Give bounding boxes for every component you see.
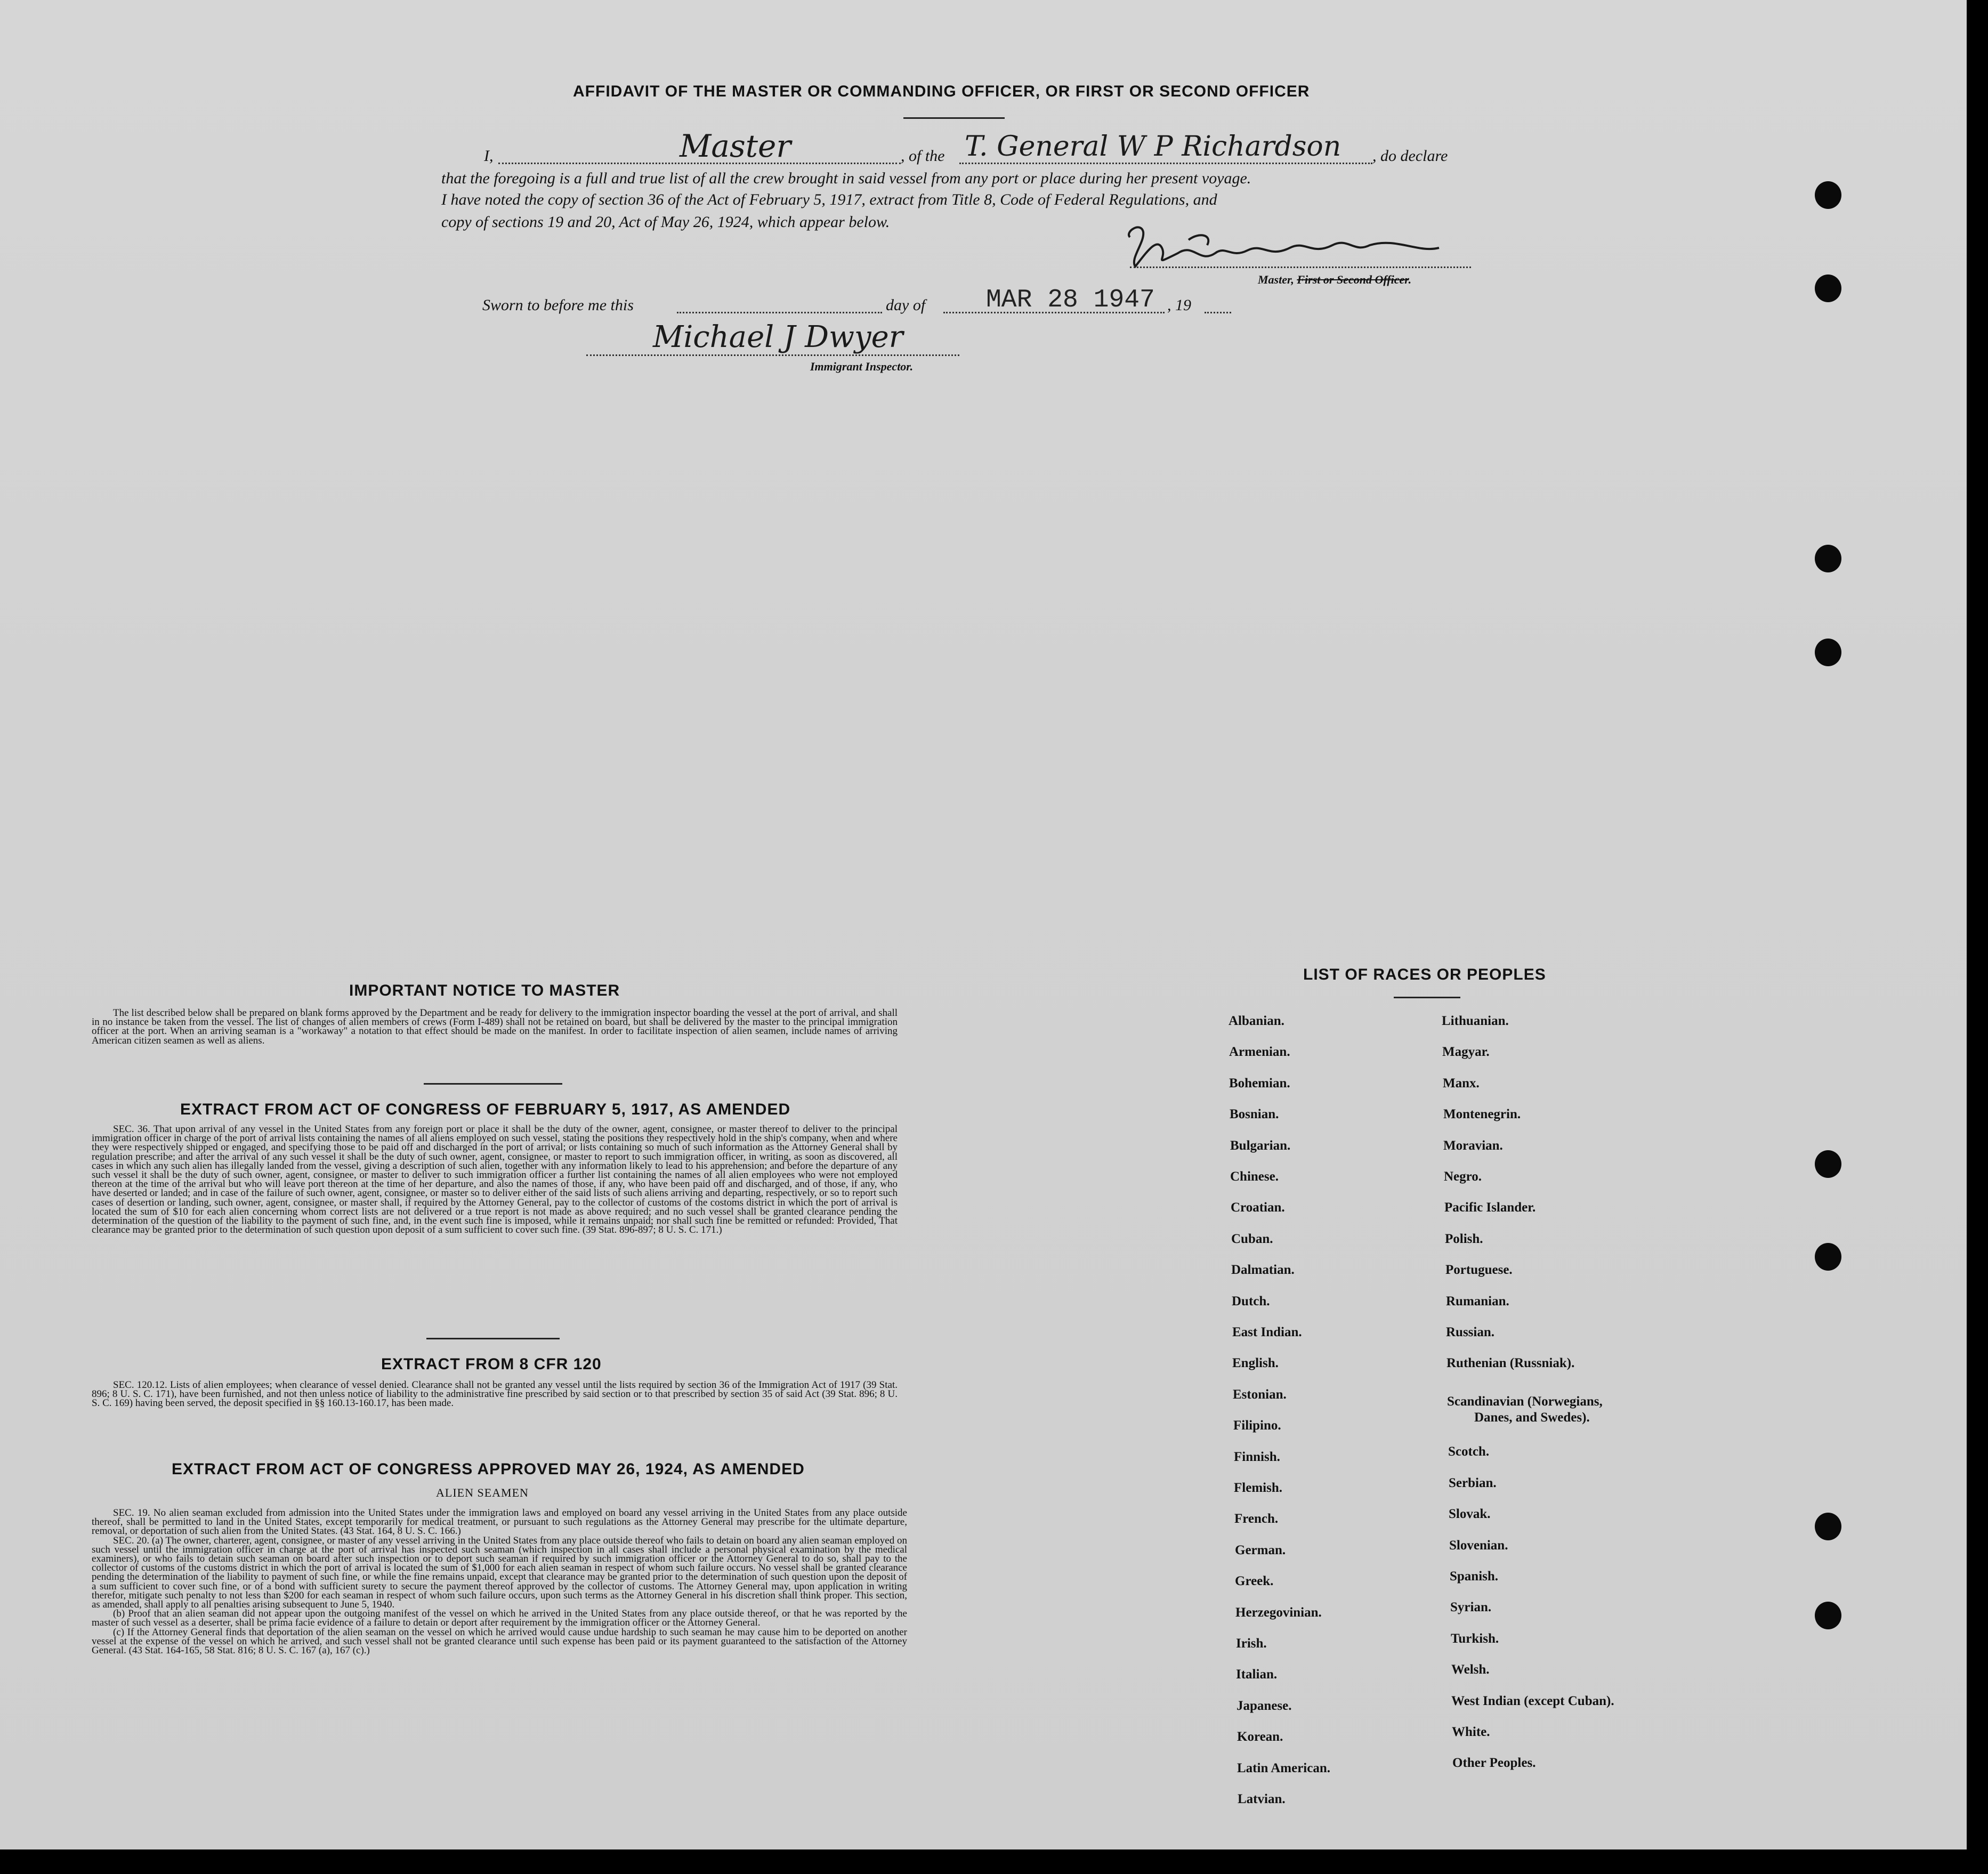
affidavit-line3: I have noted the copy of section 36 of the Act of February 5, 1917, extract from Title 8, Code of Federal Regulations, and bbox=[441, 191, 1217, 208]
divider bbox=[424, 1083, 562, 1085]
races-title: LIST OF RACES OR PEOPLES bbox=[1303, 966, 1546, 983]
race-entry: Latin American. bbox=[1237, 1761, 1330, 1775]
race-entry: Montenegrin. bbox=[1443, 1107, 1521, 1121]
race-entry: Syrian. bbox=[1450, 1600, 1492, 1614]
race-entry: Negro. bbox=[1444, 1169, 1482, 1184]
race-entry: Turkish. bbox=[1451, 1631, 1499, 1646]
handwritten-rank: Master bbox=[680, 128, 791, 164]
race-entry: Portuguese. bbox=[1445, 1263, 1513, 1277]
punch-hole bbox=[1815, 545, 1841, 572]
punch-hole bbox=[1815, 181, 1841, 209]
divider bbox=[903, 117, 1005, 119]
race-entry: White. bbox=[1452, 1725, 1490, 1739]
handwritten-inspector-signature: Michael J Dwyer bbox=[653, 320, 903, 354]
race-entry: Italian. bbox=[1236, 1667, 1278, 1682]
race-entry: Dalmatian. bbox=[1231, 1263, 1295, 1277]
race-entry: Croatian. bbox=[1231, 1200, 1285, 1215]
race-entry: Slovenian. bbox=[1449, 1538, 1508, 1553]
race-entry: German. bbox=[1235, 1543, 1286, 1557]
race-entry: Dutch. bbox=[1232, 1294, 1270, 1308]
race-entry: Flemish. bbox=[1234, 1481, 1282, 1495]
affidavit-of-the: , of the bbox=[901, 147, 945, 165]
alien-seamen-subtitle: ALIEN SEAMEN bbox=[436, 1486, 529, 1499]
punch-hole bbox=[1815, 1513, 1841, 1540]
race-entry: Herzegovinian. bbox=[1235, 1605, 1322, 1620]
scan-border-right bbox=[1967, 0, 1988, 1874]
punch-hole bbox=[1815, 639, 1841, 666]
inspector-caption: Immigrant Inspector. bbox=[810, 360, 914, 373]
day-of-label: day of bbox=[886, 296, 926, 314]
affidavit-declare: , do declare bbox=[1372, 147, 1448, 165]
race-entry: West Indian (except Cuban). bbox=[1451, 1694, 1614, 1708]
race-entry: Cuban. bbox=[1231, 1232, 1273, 1246]
race-entry: Armenian. bbox=[1229, 1045, 1290, 1059]
cfr-text: SEC. 120.12. Lists of alien employees; when clearance of vessel denied. Clearance shall not be granted any vessel until the lists required by section 36 of the Immigration Act of 1917 (39 Stat. 896; 8 U. S. C. 171), have been furnished, and not then unless notice of liability to the administrative fine prescribed by said section or to that prescribed by section 35 of said Act (39 Stat. 896; 8 U. S. C. 169) having been served, the deposit specified in §§ 160.13-160.17, has been made. bbox=[92, 1379, 898, 1409]
extract-1917-title: EXTRACT FROM ACT OF CONGRESS OF FEBRUARY 5, 1917, AS AMENDED bbox=[180, 1101, 791, 1118]
race-entry: Moravian. bbox=[1443, 1138, 1503, 1153]
race-entry: Magyar. bbox=[1442, 1045, 1490, 1059]
extract-1917-text: SEC. 36. That upon arrival of any vessel in the United States from any foreign port or place it shall be the duty of the owner, agent, consignee, or master thereof to deliver to the principal immigration officer in charge of the port of arrival lists containing the names of all aliens employed on such vessel, stating the positions they respectively hold in the ship's company, when and where they were respectively shipped or engaged, and specifying those to be paid off and discharged in the port of arrival; or lists containing so much of such information as the Attorney General shall by regulation prescribe; and after the arrival of any such vessel it shall be the duty of such owner, agent, consignee, or master to report to such immigration officer, in writing, as soon as discovered, all cases in which any such alien has illegally landed from the vessel, giving a description of such alien, together with any information likely to lead to his apprehension; and before the departure of any such vessel it shall be the duty of such owner, agent, consignee, or master to deliver to such immigration officer a further list containing the names of all alien employees who were not employed thereon at the time of the arrival but who will leave port thereon at the time of her departure, and also the names of those, if any, who have been paid off and discharged, and of those, if any, who have deserted or landed; and in case of the failure of such owner, agent, consignee, or master so to deliver either of the said lists of such aliens arriving and departing, respectively, or so to report such cases of desertion or landing, such owner, agent, consignee, or master shall, if required by the Attorney General, pay to the collector of customs of the costoms district in which the port of arrival is located the sum of $10 for each alien concerning whom correct lists are not delivered or a true report is not made as above required; and no such vessel shall be granted clearance pending the determination of the question of the liability to the payment of such fine, and, in the event such fine is imposed, while it remains unpaid; nor shall such fine be remitted or refunded: Provided, That clearance may be granted prior to the determination of such question upon deposit of a sum sufficient to cover such fine. (39 Stat. 896-897; 8 U. S. C. 171.) bbox=[92, 1124, 898, 1236]
year-line bbox=[1205, 312, 1231, 313]
race-entry: Polish. bbox=[1445, 1232, 1483, 1246]
affidavit-title: AFFIDAVIT OF THE MASTER OR COMMANDING OFFICER, OR FIRST OR SECOND OFFICER bbox=[573, 83, 1310, 100]
race-entry: Bosnian. bbox=[1230, 1107, 1279, 1121]
race-entry: Japanese. bbox=[1237, 1699, 1292, 1713]
race-entry: French. bbox=[1234, 1512, 1279, 1526]
divider bbox=[426, 1338, 560, 1339]
notice-text: The list described below shall be prepared on blank forms approved by the Department and be ready for delivery to the immigration inspector boarding the vessel at the port of arrival, and shall in no instance be taken from the vessel. The list of changes of alien members of crews (Form I-489) shall not be retained on board, but shall be delivered by the master to the principal immigration officer at the port. When an arriving seaman is a "workaway" a notation to that effect should be made on the manifest. In order to facilitate inspection of alien seamen, include names of arriving American citizen seamen as well as aliens. bbox=[92, 1007, 898, 1046]
race-entry: East Indian. bbox=[1232, 1325, 1302, 1339]
race-entry: Korean. bbox=[1237, 1730, 1283, 1744]
year-prefix: , 19 bbox=[1167, 296, 1191, 314]
date-stamp: MAR 28 1947 bbox=[986, 286, 1155, 314]
race-entry: Danes, and Swedes). bbox=[1474, 1410, 1590, 1425]
race-entry: Serbian. bbox=[1449, 1476, 1497, 1490]
race-entry: Manx. bbox=[1443, 1076, 1480, 1091]
race-entry: Finnish. bbox=[1234, 1450, 1280, 1464]
punch-hole bbox=[1815, 274, 1841, 302]
race-entry: Greek. bbox=[1235, 1574, 1274, 1588]
race-entry: Scotch. bbox=[1448, 1444, 1490, 1459]
punch-hole bbox=[1815, 1150, 1841, 1178]
race-entry: Scandinavian (Norwegians, bbox=[1447, 1394, 1603, 1409]
race-entry: Bohemian. bbox=[1229, 1076, 1290, 1091]
race-entry: English. bbox=[1232, 1356, 1279, 1370]
scan-border-bottom bbox=[0, 1849, 1988, 1874]
sworn-day-line bbox=[677, 312, 882, 313]
race-entry: Filipino. bbox=[1233, 1418, 1281, 1433]
race-entry: Pacific Islander. bbox=[1444, 1200, 1536, 1215]
race-entry: Lithuanian. bbox=[1442, 1014, 1509, 1028]
affidavit-line2: that the foregoing is a full and true list of all the crew brought in said vessel from any port or place during her present voyage. bbox=[441, 169, 1251, 187]
handwritten-vessel: T. General W P Richardson bbox=[965, 131, 1342, 163]
affidavit-line4: copy of sections 19 and 20, Act of May 26, 1924, which appear below. bbox=[441, 213, 890, 231]
sec-19: SEC. 19. No alien seaman excluded from admission into the United States under the immigration laws and employed on board any vessel arriving in the United States from any place outside thereof, shall be permitted to land in the United States, except temporarily for medical treatment, or pursuant to such regulations as the Attorney General may prescribe for the ultimate departure, removal, or deportation of such alien from the United States. (43 Stat. 164, 8 U. S. C. 166.) bbox=[92, 1507, 907, 1537]
affidavit-i: I, bbox=[484, 147, 494, 165]
notice-title: IMPORTANT NOTICE TO MASTER bbox=[349, 982, 620, 999]
race-entry: Latvian. bbox=[1238, 1792, 1286, 1806]
vessel-field-line bbox=[959, 163, 1372, 164]
race-entry: Estonian. bbox=[1233, 1387, 1287, 1402]
punch-hole bbox=[1815, 1243, 1841, 1271]
sworn-label: Sworn to before me this bbox=[482, 296, 634, 314]
cfr-title: EXTRACT FROM 8 CFR 120 bbox=[381, 1355, 602, 1373]
inspector-line bbox=[586, 354, 959, 356]
sec-20c: (c) If the Attorney General finds that deportation of the alien seaman on the vessel on which he arrived would cause undue hardship to such seaman he may cause him to be deported on another vessel at the expense of the vessel on which he arrived, and such vessel shall not be granted clearance until such expense has been paid or its payment guaranteed to the satisfaction of the Attorney General. (43 Stat. 164-165, 58 Stat. 816; 8 U. S. C. 167 (a), 167 (c).) bbox=[92, 1626, 907, 1657]
punch-hole bbox=[1815, 1602, 1841, 1629]
race-entry: Chinese. bbox=[1230, 1169, 1279, 1184]
extract-1924-title: EXTRACT FROM ACT OF CONGRESS APPROVED MAY 26, 1924, AS AMENDED bbox=[172, 1460, 805, 1478]
race-entry: Albanian. bbox=[1229, 1014, 1284, 1028]
signature-line bbox=[1130, 266, 1471, 268]
race-entry: Spanish. bbox=[1450, 1569, 1499, 1584]
race-entry: Russian. bbox=[1446, 1325, 1495, 1339]
race-entry: Irish. bbox=[1236, 1636, 1267, 1651]
extract-1924-text bbox=[92, 1508, 907, 1655]
race-entry: Other Peoples. bbox=[1452, 1756, 1536, 1770]
master-caption: Master, First or Second Officer. bbox=[1258, 273, 1412, 286]
race-entry: Slovak. bbox=[1449, 1507, 1491, 1521]
race-entry: Welsh. bbox=[1451, 1662, 1490, 1677]
sec-20a: SEC. 20. (a) The owner, charterer, agent, consignee, or master of any vessel arriving in the United States from any place outside thereof who fails to detain on board any alien seaman employed on such vessel until the immigration officer in charge at the port of arrival has inspected such seaman (which inspection in all cases shall include a personal physical examination by the medical examiners), or who fails to detain such seaman on board after such inspection or to deport such seaman if required by such immigration officer or the Attorney General to do so, shall pay to the collector of customs of the customs district in which the port of arrival is located the sum of $1,000 for each alien seaman in respect of whom such failure occurs. No vessel shall be granted clearance pending the determination of the liability to payment of such fine, or while the fine remains unpaid, except that clearance may be granted prior to the determination of such question upon the deposit of a sum sufficient to cover such fine, or of a bond with sufficient surety to secure the payment thereof approved by the collector of customs. The Attorney General may, upon application in writing therefor, mitigate such penalty to not less than $200 for each seaman in respect of whom such failure occurs, upon such terms as the Attorney General in his discretion shall think proper. This section, as amended, shall apply to all penalties arising subsequent to June 5, 1940. bbox=[92, 1534, 907, 1611]
sec-20b: (b) Proof that an alien seaman did not appear upon the outgoing manifest of the vessel on which he arrived in the United States from any place outside thereof, or that he was reported by the master of such vessel as a deserter, shall be prima facie evidence of a failure to detain or deport after requirement by the immigration officer or the Attorney General. bbox=[92, 1608, 907, 1629]
race-entry: Bulgarian. bbox=[1230, 1138, 1291, 1153]
race-entry: Rumanian. bbox=[1446, 1294, 1509, 1308]
race-entry: Ruthenian (Russniak). bbox=[1446, 1356, 1575, 1370]
divider bbox=[1394, 997, 1460, 998]
master-signature bbox=[1119, 216, 1460, 274]
